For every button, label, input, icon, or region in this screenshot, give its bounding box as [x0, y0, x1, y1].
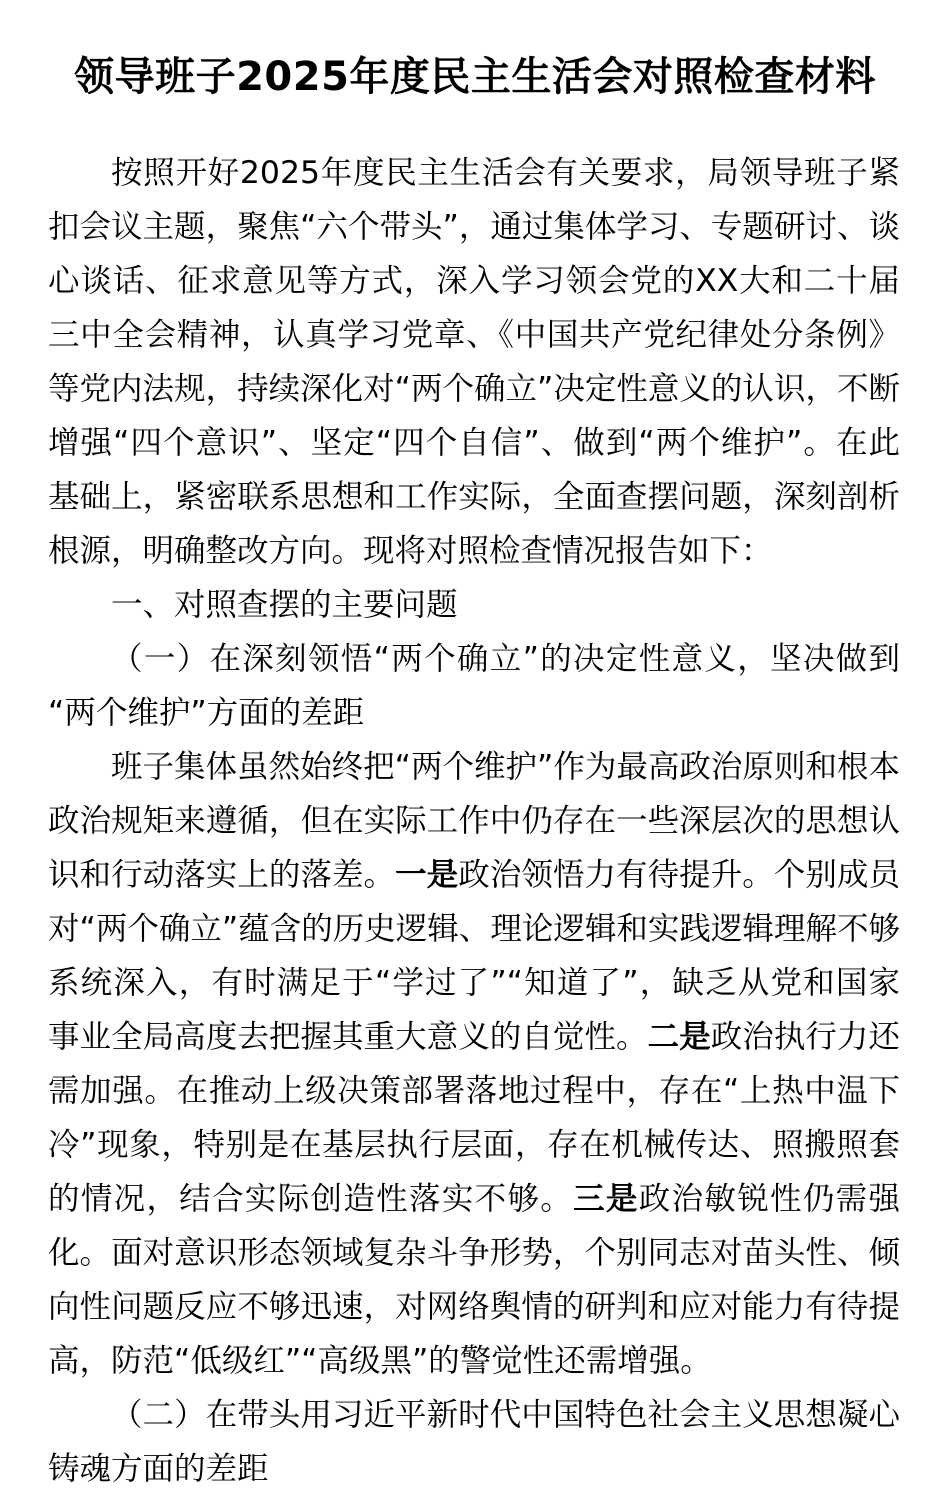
run-bold-er-shi: 二是	[647, 1019, 711, 1055]
paragraph-intro: 按照开好2025年度民主生活会有关要求，局领导班子紧扣会议主题，聚焦“六个带头”，通过集体学习、专题研讨、谈心谈话、征求意见等方式，深入学习领会党的XX大和二十届三中全会精神，认真学习党章、《中国共产党纪律处分条例》等党内法规，持续深化对“两个确立”决定性意义的认识，不断增强“四个意识”、坚定“四个自信”、做到“两个维护”。在此基础上，紧密联系思想和工作实际，全面查摆问题，深刻剖析根源，明确整改方向。现将对照检查情况报告如下：	[48, 155, 900, 569]
page-title: 领导班子2025年度民主生活会对照检查材料	[74, 54, 876, 100]
paragraph-body-1	[48, 740, 900, 1388]
run-text-san-shi: 政治敏锐性仍需强化。面对意识形态领域复杂斗争形势，个别同志对苗头性、倾向性问题反应不够迅速，对网络舆情的研判和应对能力有待提高，防范“低级红”“高级黑”的警觉性还需增强。	[48, 1181, 900, 1379]
paragraph-body-1-lead: 班子集体虽然始终把“两个维护”作为最高政治原则和根本政治规矩来遵循，但在实际工作中仍存在一些深层次的思想认识和行动落实上的落差。	[48, 749, 900, 893]
run-text-yi-shi: 政治领悟力有待提升。个别成员对“两个确立”蕴含的历史逻辑、理论逻辑和实践逻辑理解不够系统深入，有时满足于“学过了”“知道了”，缺乏从党和国家事业全局高度去把握其重大意义的自觉性。	[48, 857, 900, 1055]
run-bold-san-shi: 三是	[573, 1181, 639, 1217]
heading-section-1: 一、对照查摆的主要问题	[111, 587, 458, 623]
run-text-er-shi: 政治执行力还需加强。在推动上级决策部署落地过程中，存在“上热中温下冷”现象，特别是在基层执行层面，存在机械传达、照搬照套的情况，结合实际创造性落实不够。	[48, 1019, 900, 1217]
heading-subsection-1-2: （二）在带头用习近平新时代中国特色社会主义思想凝心铸魂方面的差距	[48, 1397, 900, 1487]
document-body	[0, 146, 950, 1496]
run-bold-yi-shi: 一是	[395, 857, 459, 893]
heading-subsection-1-1: （一）在深刻领悟“两个确立”的决定性意义，坚决做到“两个维护”方面的差距	[48, 641, 900, 731]
